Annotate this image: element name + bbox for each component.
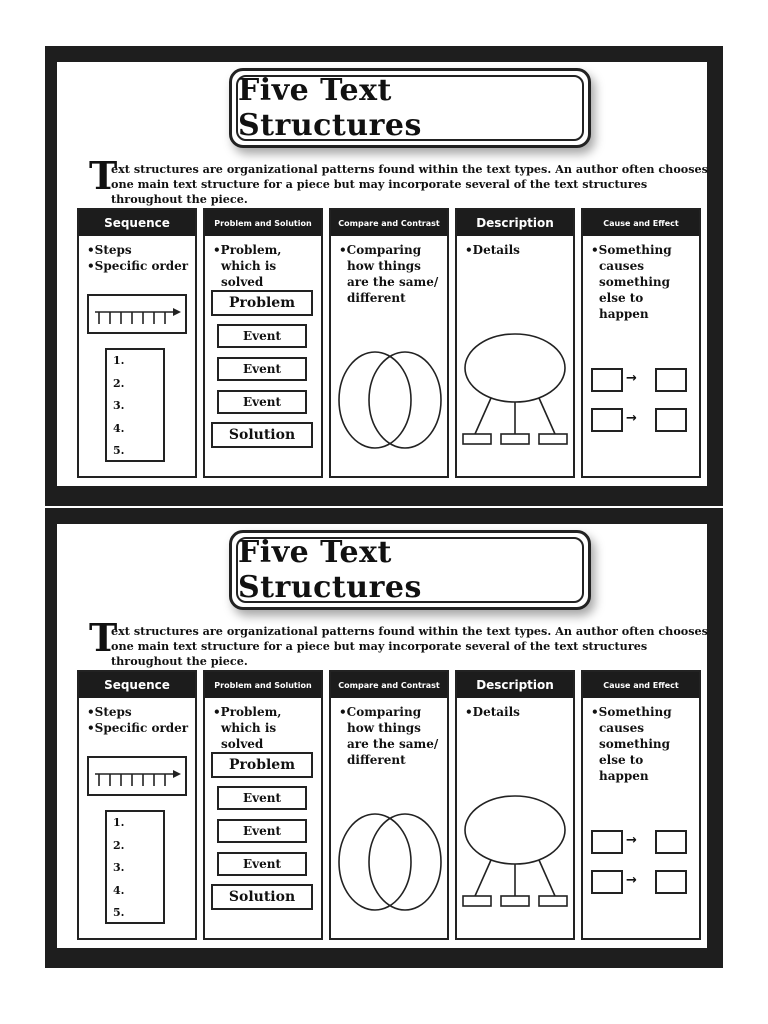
intro-paragraph [89,615,709,668]
column-description [455,208,575,478]
venn-diagram-icon [335,810,443,914]
column-bullets [583,704,699,784]
intro-dropcap: T [89,615,118,660]
column-heading: Problem and Solution [205,210,321,236]
effect-box [655,368,687,392]
event-box: Event [217,357,307,381]
list-item: 2. [113,376,125,390]
list-item: 3. [113,399,125,413]
column-bullets [331,704,447,768]
bullet-item: • Steps [87,242,191,258]
solution-box: Solution [211,884,313,910]
solution-box: Solution [211,422,313,448]
column-heading: Sequence [79,210,195,236]
column-heading: Compare and Contrast [331,672,447,698]
title-frame [229,530,591,610]
event-box: Event [217,324,307,348]
problem-box: Problem [211,752,313,778]
column-compare-contrast [329,208,449,478]
intro-text: ext structures are organizational patterns found within the text types. An author often chooses one main text structure for a piece but may incorporate several of the text structures throughout the piece. [111,624,708,668]
column-heading: Description [457,210,573,236]
column-bullets [79,242,195,274]
bullet-item: • Specific order [87,258,191,274]
right-arrow-icon: → [626,833,637,848]
list-item: 1. [113,816,125,829]
title-frame [229,68,591,148]
effect-box [655,408,687,432]
list-item: 4. [113,883,125,897]
bullet-item: • Details [465,704,569,720]
cause-box [591,368,623,392]
cause-box [591,830,623,854]
column-bullets [457,704,573,720]
bullet-item: • Steps [87,704,191,720]
web-diagram-icon [461,332,569,450]
poster [57,524,707,948]
column-heading: Compare and Contrast [331,210,447,236]
poster-title: Five Text Structures [238,73,422,143]
venn-diagram-icon [335,348,443,452]
timeline-diagram [87,756,187,796]
timeline-arrow-icon [89,296,185,332]
column-heading: Description [457,672,573,698]
column-cause-effect [581,208,701,478]
column-description [455,670,575,940]
web-diagram-icon [461,794,569,912]
timeline-diagram [87,294,187,334]
bullet-item: • Specific order [87,720,191,736]
column-bullets [583,242,699,322]
column-heading: Cause and Effect [583,672,699,698]
column-problem-solution [203,670,323,940]
cause-box [591,870,623,894]
column-bullets [79,704,195,736]
list-item: 1. [113,354,125,367]
event-box: Event [217,852,307,876]
list-item: 3. [113,861,125,875]
list-item: 5. [113,906,125,920]
bullet-item: • Details [465,242,569,258]
cause-box [591,408,623,432]
right-arrow-icon: → [626,873,637,888]
timeline-arrow-icon [89,758,185,794]
column-heading: Problem and Solution [205,672,321,698]
column-heading: Sequence [79,672,195,698]
intro-dropcap: T [89,153,118,198]
problem-box: Problem [211,290,313,316]
list-item: 2. [113,838,125,852]
poster [57,62,707,486]
right-arrow-icon: → [626,411,637,426]
column-sequence [77,670,197,940]
column-cause-effect [581,670,701,940]
poster-title: Five Text Structures [238,535,422,605]
poster-photo-bottom [45,508,723,968]
numbered-list [105,348,165,462]
bullet-item: • Something causes something else to happen [591,242,695,322]
numbered-list [105,810,165,924]
poster-photo-top [45,46,723,506]
column-compare-contrast [329,670,449,940]
bullet-item: • Problem, which is solved [213,242,317,290]
event-box: Event [217,786,307,810]
list-item: 5. [113,444,125,458]
event-box: Event [217,819,307,843]
bullet-item: • Comparing how things are the same/ different [339,242,443,306]
bullet-item: • Comparing how things are the same/ different [339,704,443,768]
column-bullets [457,242,573,258]
column-sequence [77,208,197,478]
column-bullets [205,704,321,752]
column-bullets [205,242,321,290]
list-item: 4. [113,421,125,435]
event-box: Event [217,390,307,414]
column-problem-solution [203,208,323,478]
right-arrow-icon: → [626,371,637,386]
intro-paragraph [89,153,709,206]
column-bullets [331,242,447,306]
column-heading: Cause and Effect [583,210,699,236]
intro-text: ext structures are organizational patterns found within the text types. An author often chooses one main text structure for a piece but may incorporate several of the text structures throughout the piece. [111,162,708,206]
effect-box [655,870,687,894]
effect-box [655,830,687,854]
bullet-item: • Something causes something else to happen [591,704,695,784]
bullet-item: • Problem, which is solved [213,704,317,752]
